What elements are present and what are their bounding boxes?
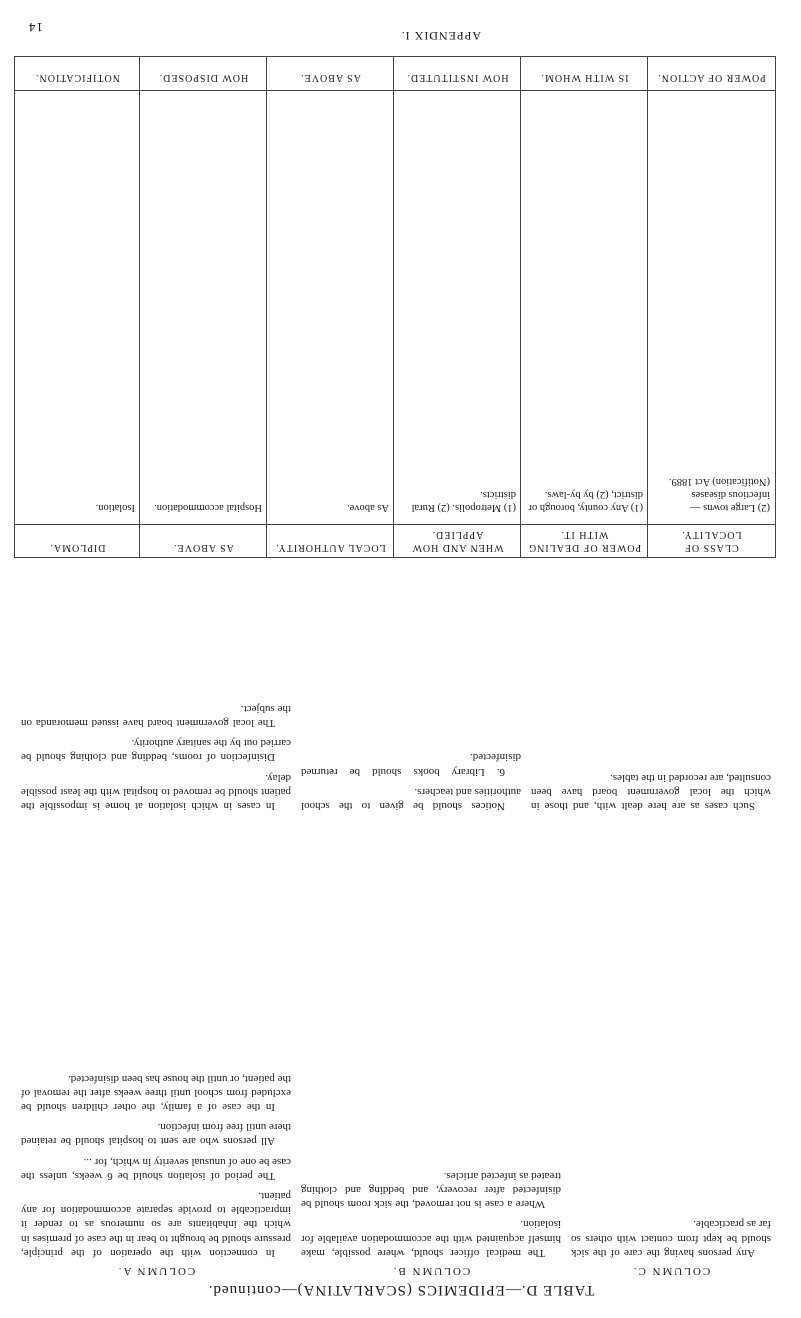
- paragraph: In cases in which isolation at home is impossible the patient should be removed to hospital with the least possible delay.: [21, 771, 291, 812]
- table-header: POWER OF DEALING WITH IT.: [527, 529, 642, 553]
- table-cell: Isolation.: [95, 502, 135, 513]
- column-b: [301, 1163, 561, 1278]
- table-footer: POWER OF ACTION.: [657, 72, 766, 83]
- table-header: LOCAL AUTHORITY.: [275, 542, 386, 553]
- paragraph: Notices should be given to the school authorities and teachers.: [301, 785, 521, 812]
- table-cell: As above.: [347, 502, 389, 513]
- paragraph: In the case of a family, the other children should be excluded from school until three weeks after the removal of the patient, or until the house has been disinfected.: [21, 1072, 291, 1113]
- column-b-heading: COLUMN B.: [391, 1265, 471, 1277]
- column-c-heading: COLUMN C.: [631, 1265, 711, 1277]
- table-header: AS ABOVE.: [173, 542, 234, 553]
- paragraph: The period of isolation should be 6 weeks, unless the case be one of unusual severity in which, for ...: [21, 1155, 291, 1182]
- paragraph: 6. Library books should be returned disinfected.: [301, 751, 521, 778]
- table-cell: (1) Any county, borough or district, (2) by by-laws.: [528, 489, 643, 513]
- row2-column-c: [531, 764, 771, 813]
- table-cell: (2) Large towns — infectious diseases (Notification) Act 1889.: [668, 476, 770, 513]
- page-number: 14: [28, 20, 43, 35]
- table-footer: IS WITH WHOM.: [540, 72, 629, 83]
- paragraph: The medical officer should, where possible, make himself acquainted with the accommodation available for isolation.: [301, 1218, 561, 1259]
- table-header: CLASS OF LOCALITY.: [681, 529, 742, 553]
- paragraph: Disinfection of rooms, bedding and clothing should be carried out by the sanitary authority.: [21, 737, 291, 764]
- paragraph: The local government board have issued memoranda on the subject.: [21, 702, 291, 729]
- table-footer: HOW DISPOSED.: [158, 72, 249, 83]
- paragraph: In connection with the operation of the principle, pressure should be brought to bear in the case of premises in which the inhabitants are so numerous as to render it impracticable to provide separate accommodation for any patient.: [21, 1189, 291, 1259]
- paragraph: Where a case is not removed, the sick room should be disinfected after recovery, and bedding and clothing treated as infected articles.: [301, 1169, 561, 1211]
- table-header: DIPLOMA.: [49, 542, 106, 553]
- column-a-heading: COLUMN A.: [116, 1265, 196, 1277]
- column-a: [21, 1065, 291, 1278]
- paragraph: All persons who are sent to hospital should be retained there until free from infection.: [21, 1121, 291, 1148]
- row2-column-a: [21, 696, 291, 813]
- row2-column-b: [301, 744, 521, 813]
- table-footer: AS ABOVE.: [300, 72, 361, 83]
- table-cell: Hospital accommodation.: [154, 502, 262, 513]
- paragraph: Any persons having the care of the sick should be kept from contact with others so far as practicable.: [571, 1218, 771, 1259]
- column-c: [571, 1211, 771, 1278]
- table-title: TABLE D.—EPIDEMICS (SCARLATINA)—continued.: [207, 1282, 595, 1298]
- paragraph: Such cases as are here dealt with, and those in which the local government board have been consulted, are recorded in the tables.: [531, 771, 771, 812]
- table-footer: NOTIFICATION.: [35, 72, 120, 83]
- table-footer: HOW INSTITUTED.: [406, 72, 509, 83]
- table-header: WHEN AND HOW APPLIED.: [411, 529, 504, 553]
- appendix-heading: APPENDIX I.: [400, 29, 481, 43]
- table-cell: (1) Metropolis. (2) Rural districts.: [411, 489, 516, 513]
- ruled-table: [14, 56, 776, 558]
